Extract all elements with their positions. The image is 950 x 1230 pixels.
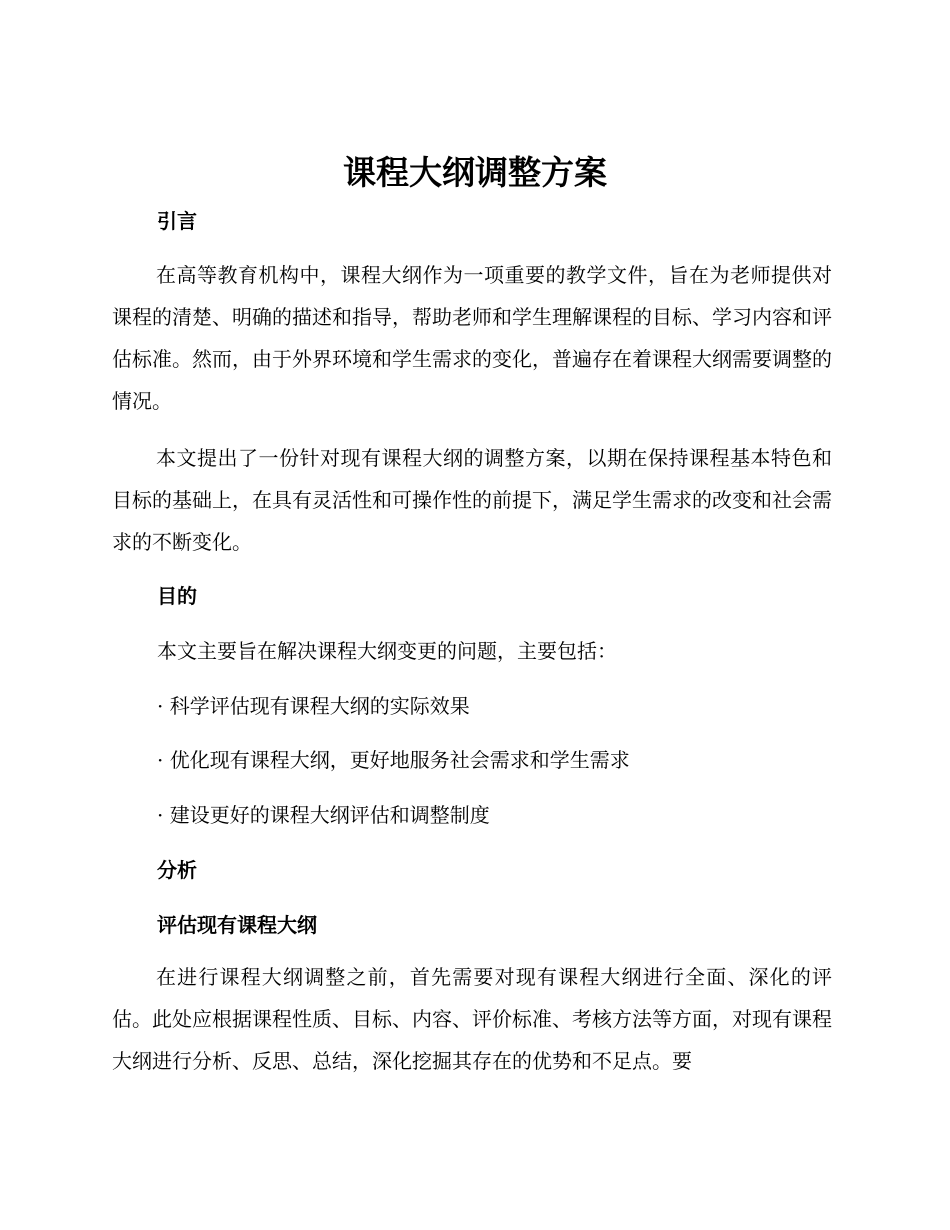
- heading-introduction: 引言: [157, 209, 197, 233]
- heading-evaluate-syllabus: 评估现有课程大纲: [157, 913, 317, 937]
- intro-paragraph-2: 本文提出了一份针对现有课程大纲的调整方案，以期在保持课程基本特色和目标的基础上，在具有灵活性和可操作性的前提下，满足学生需求的改变和社会需求的不断变化。: [112, 446, 832, 554]
- intro-paragraph-1: 在高等教育机构中，课程大纲作为一项重要的教学文件，旨在为老师提供对课程的清楚、明确的描述和指导，帮助老师和学生理解课程的目标、学习内容和评估标准。然而，由于外界环境和学生需求的变化，普遍存在着课程大纲需要调整的情况。: [112, 263, 832, 413]
- document-title: 课程大纲调整方案: [343, 153, 607, 192]
- heading-purpose: 目的: [157, 584, 197, 608]
- evaluation-paragraph: 在进行课程大纲调整之前，首先需要对现有课程大纲进行全面、深化的评估。此处应根据课程性质、目标、内容、评价标准、考核方法等方面，对现有课程大纲进行分析、反思、总结，深化挖掘其存在的优势和不足点。要: [112, 965, 832, 1073]
- purpose-lead-text: 本文主要旨在解决课程大纲变更的问题，主要包括：: [157, 639, 617, 663]
- heading-analysis: 分析: [157, 858, 197, 882]
- purpose-list-item: · 优化现有课程大纲，更好地服务社会需求和学生需求: [157, 748, 630, 772]
- purpose-list-item: · 科学评估现有课程大纲的实际效果: [157, 694, 470, 718]
- purpose-list-item: · 建设更好的课程大纲评估和调整制度: [157, 803, 490, 827]
